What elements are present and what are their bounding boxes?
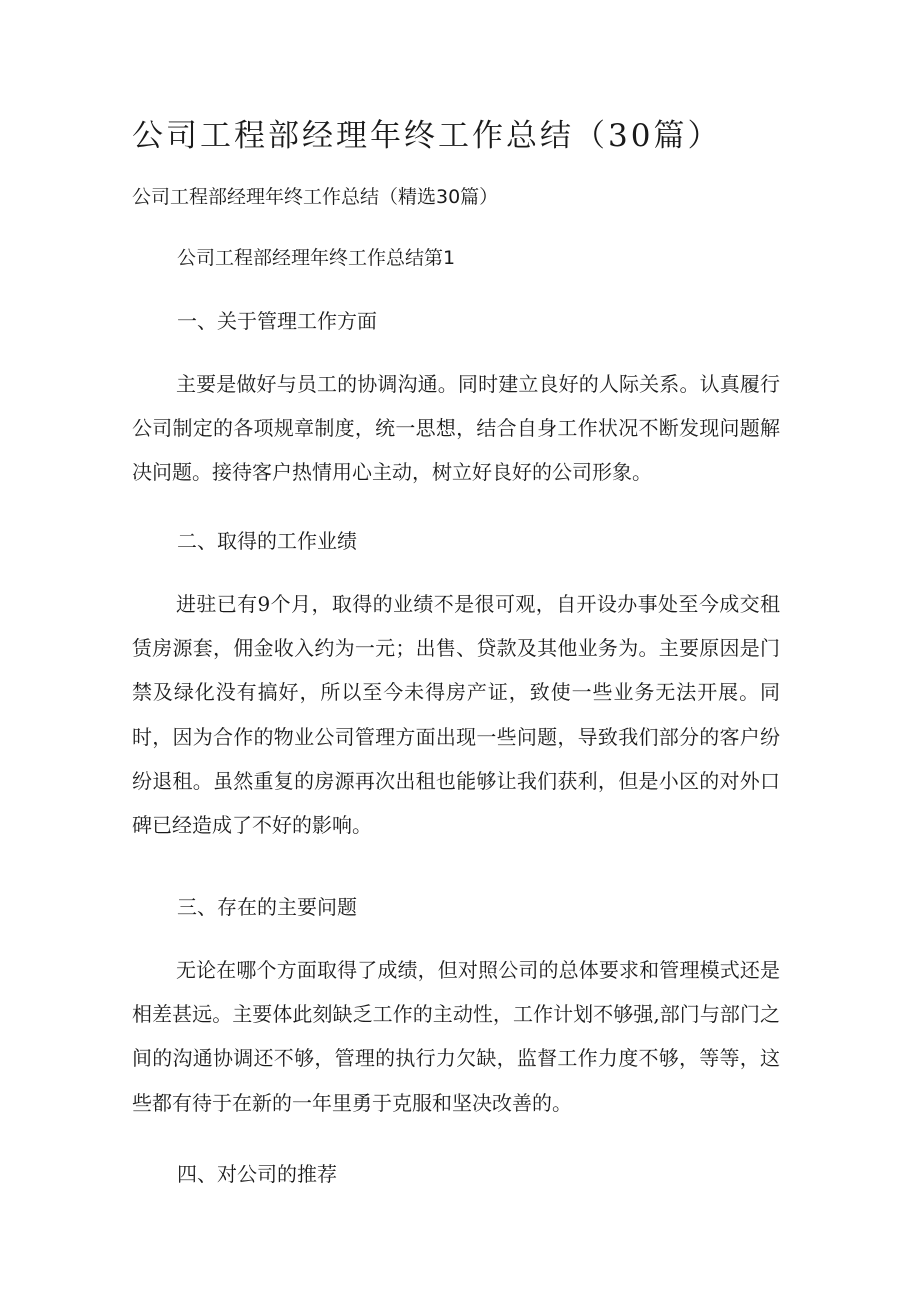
section-paragraph-management: 主要是做好与员工的协调沟通。同时建立良好的人际关系。认真履行公司制定的各项规章制度，统一思想，结合自身工作状况不断发现问题解决问题。接待客户热情用心主动，树立好良好的公司形象。 [132, 372, 780, 485]
section-paragraph-problems: 无论在哪个方面取得了成绩，但对照公司的总体要求和管理模式还是相差甚远。主要体此刻缺乏工作的主动性，工作计划不够强,部门与部门之间的沟通协调还不够，管理的执行力欠缺，监督工作力度不够，等等，这些都有待于在新的一年里勇于克服和坚决改善的。 [132, 958, 780, 1115]
section-heading-recommendations: 四、对公司的推荐 [177, 1162, 337, 1186]
chapter-heading: 公司工程部经理年终工作总结第1 [177, 247, 456, 269]
section-heading-achievements: 二、取得的工作业绩 [177, 529, 357, 553]
document-subtitle: 公司工程部经理年终工作总结（精选30篇） [132, 186, 499, 208]
document-title: 公司工程部经理年终工作总结（30篇） [132, 118, 722, 154]
section-paragraph-achievements: 进驻已有9个月，取得的业绩不是很可观，自开设办事处至今成交租赁房源套，佣金收入约为一元；出售、贷款及其他业务为。主要原因是门禁及绿化没有搞好，所以至今未得房产证，致使一些业务无法开展。同时，因为合作的物业公司管理方面出现一些问题，导致我们部分的客户纷纷退租。虽然重复的房源再次出租也能够让我们获利，但是小区的对外口碑已经造成了不好的影响。 [132, 592, 780, 838]
section-heading-problems: 三、存在的主要问题 [177, 895, 357, 919]
section-heading-management: 一、关于管理工作方面 [177, 309, 377, 333]
